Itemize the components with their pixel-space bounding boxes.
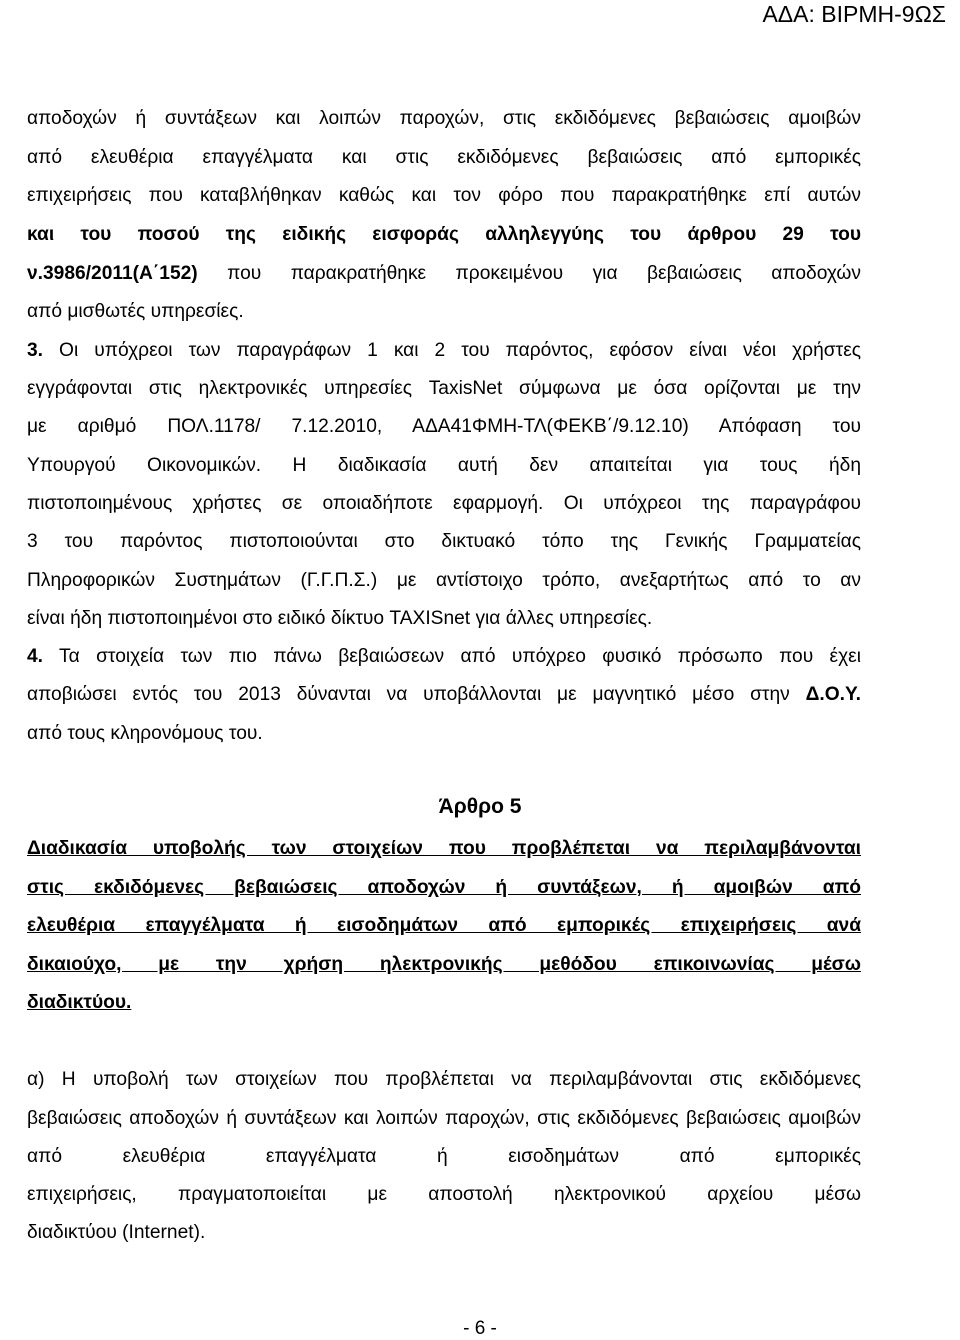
- law-reference: ν.3986/2011(Α΄152): [27, 263, 198, 284]
- subtitle-line: στις εκδιδόμενες βεβαιώσεις αποδοχών ή συντάξεων, ή αμοιβών από: [27, 877, 861, 898]
- item-3-line: 3. Οι υπόχρεοι των παραγράφων 1 και 2 του παρόντος, εφόσον είναι νέοι χρήστες: [27, 340, 861, 361]
- item-3-line: πιστοποιημένους χρήστες σε οποιαδήποτε εφαρμογή. Οι υπόχρεοι της παραγράφου: [27, 493, 861, 514]
- item-4-line: από τους κληρονόμους του.: [27, 723, 263, 744]
- item-number: 4.: [27, 646, 44, 667]
- item-3-line: με αριθμό ΠΟΛ.1178/ 7.12.2010, ΑΔΑ41ΦΜΗ-ΤΛ(ΦΕΚΒ΄/9.12.10) Απόφαση του: [27, 416, 861, 437]
- subtitle-line: Διαδικασία υποβολής των στοιχείων που προβλέπεται να περιλαμβάνονται: [27, 838, 861, 859]
- item-a-line: επιχειρήσεις, πραγματοποιείται με αποστολή ηλεκτρονικού αρχείου μέσω: [27, 1184, 861, 1205]
- item-3-line: 3 του παρόντος πιστοποιούνται στο δικτυακό τόπο της Γενικής Γραμματείας: [27, 531, 861, 552]
- item-a-line: διαδικτύου (Internet).: [27, 1222, 206, 1243]
- ada-code: ΑΔΑ: ΒΙΡΜΗ-9ΩΣ: [762, 1, 946, 27]
- subtitle-line: δικαιούχο, με την χρήση ηλεκτρονικής μεθόδου επικοινωνίας μέσω: [27, 954, 861, 975]
- item-a-line: α) Η υποβολή των στοιχείων που προβλέπεται να περιλαμβάνονται στις εκδιδόμενες: [27, 1069, 861, 1090]
- item-a-line: από ελευθέρια επαγγέλματα ή εισοδημάτων από εμπορικές: [27, 1146, 861, 1167]
- item-3-line: Πληροφορικών Συστημάτων (Γ.Γ.Π.Σ.) με αντίστοιχο τρόπο, ανεξαρτήτως από το αν: [27, 570, 861, 591]
- item-3-line: Υπουργού Οικονομικών. Η διαδικασία αυτή δεν απαιτείται για τους ήδη: [27, 455, 861, 476]
- item-4-line: 4. Τα στοιχεία των πιο πάνω βεβαιώσεων από υπόχρεο φυσικό πρόσωπο που έχει: [27, 646, 861, 667]
- subtitle-line: ελευθέρια επαγγέλματα ή εισοδημάτων από εμπορικές επιχειρήσεις ανά: [27, 915, 861, 936]
- text-line: αποδοχών ή συντάξεων και λοιπών παροχών, στις εκδιδόμενες βεβαιώσεις αμοιβών: [27, 108, 861, 129]
- doy-abbrev: Δ.Ο.Υ.: [805, 684, 861, 705]
- item-4-line: αποβιώσει εντός του 2013 δύνανται να υποβάλλονται με μαγνητικό μέσο στην Δ.Ο.Υ.: [27, 684, 861, 705]
- text-line: από μισθωτές υπηρεσίες.: [27, 301, 244, 322]
- subtitle-line: διαδικτύου.: [27, 992, 132, 1013]
- item-3-line: εγγράφονται στις ηλεκτρονικές υπηρεσίες TaxisNet σύμφωνα με όσα ορίζονται με την: [27, 378, 861, 399]
- item-3-line: είναι ήδη πιστοποιημένοι στο ειδικό δίκτυο TAXISnet για άλλες υπηρεσίες.: [27, 608, 653, 629]
- text-line: επιχειρήσεις που καταβλήθηκαν καθώς και τον φόρο που παρακρατήθηκε επί αυτών: [27, 185, 861, 206]
- article-title: Άρθρο 5: [438, 795, 522, 818]
- text-line: από ελευθέρια επαγγέλματα και στις εκδιδόμενες βεβαιώσεις από εμπορικές: [27, 147, 861, 168]
- item-a-line: βεβαιώσεις αποδοχών ή συντάξεων και λοιπών παροχών, στις εκδιδόμενες βεβαιώσεις αμοιβών: [27, 1108, 861, 1129]
- item-number: 3.: [27, 340, 44, 361]
- text-line: ν.3986/2011(Α΄152) που παρακρατήθηκε προκειμένου για βεβαιώσεις αποδοχών: [27, 263, 861, 284]
- page-number: - 6 -: [463, 1318, 497, 1339]
- text-line: και του ποσού της ειδικής εισφοράς αλληλεγγύης του άρθρου 29 του: [27, 224, 861, 245]
